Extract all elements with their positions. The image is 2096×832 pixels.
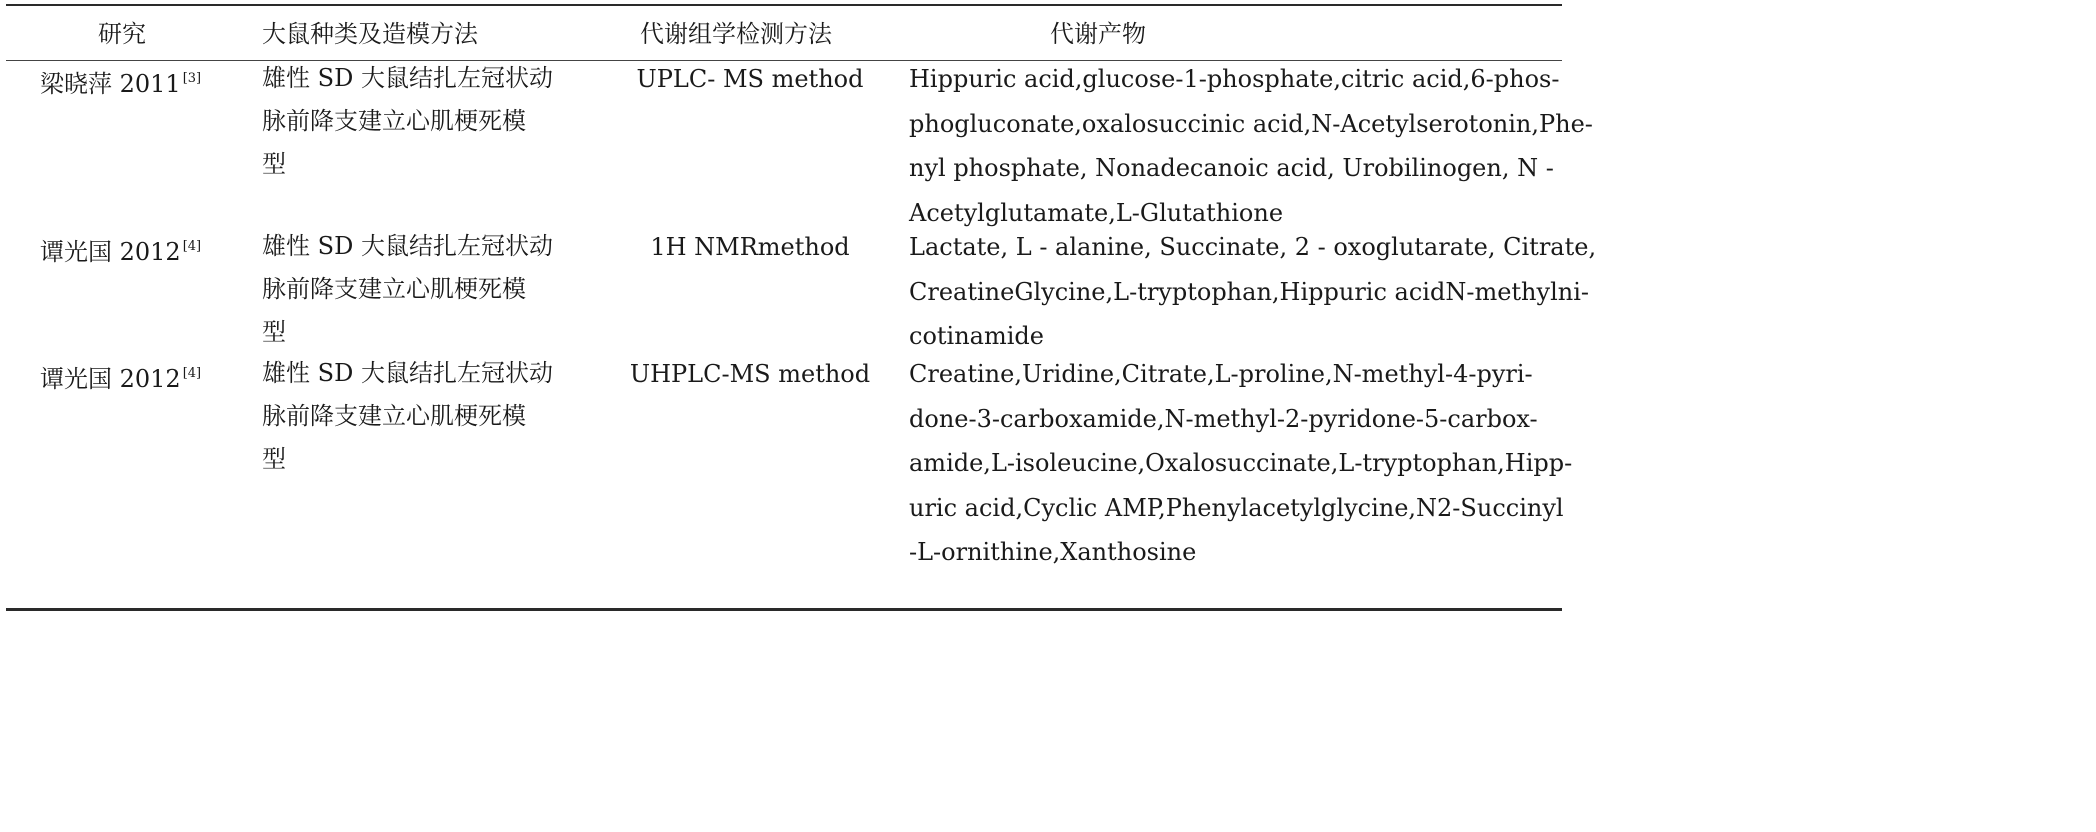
rat-model-cell (262, 352, 602, 481)
metabolite-line: Lactate, L - alanine, Succinate, 2 - oxoglutarate, Citrate, (909, 233, 1597, 261)
table-top-rule (6, 4, 1562, 6)
rat-model-line: 雄性 SD 大鼠结扎左冠状动 (262, 64, 553, 92)
study-cell (40, 64, 201, 99)
rat-model-line: 雄性 SD 大鼠结扎左冠状动 (262, 232, 553, 260)
study-cell (40, 232, 201, 267)
reference-marker: [4] (182, 366, 202, 381)
rat-model-line: 脉前降支建立心肌梗死模 (262, 402, 526, 430)
metabolite-line: Hippuric acid,glucose-1-phosphate,citric acid,6-phos- (909, 65, 1560, 93)
metabolites-cell (909, 57, 1593, 235)
detection-method-cell: 1H NMRmethod (650, 233, 850, 261)
reference-marker: [3] (182, 71, 202, 86)
metabolite-line: Creatine,Uridine,Citrate,L-proline,N-methyl-4-pyri- (909, 360, 1533, 388)
rat-model-cell (262, 225, 602, 354)
metabolite-line: CreatineGlycine,L-tryptophan,Hippuric acidN-methylni- (909, 277, 1589, 306)
header-detection-method: 代谢组学检测方法 (640, 20, 832, 48)
header-metabolites: 代谢产物 (1050, 20, 1146, 48)
study-cell (40, 359, 201, 394)
rat-model-line: 脉前降支建立心肌梗死模 (262, 107, 526, 135)
detection-method-cell: UPLC- MS method (636, 65, 864, 93)
metabolite-line: done-3-carboxamide,N-methyl-2-pyridone-5-carbox- (909, 404, 1538, 433)
detection-method-cell: UHPLC-MS method (629, 360, 871, 388)
metabolite-line: cotinamide (909, 322, 1044, 350)
rat-model-line: 型 (262, 318, 286, 346)
metabolite-line: uric acid,Cyclic AMP,Phenylacetylglycine,N2-Succinyl (909, 493, 1564, 522)
header-study: 研究 (98, 20, 146, 48)
rat-model-cell (262, 57, 602, 186)
rat-model-line: 雄性 SD 大鼠结扎左冠状动 (262, 359, 553, 387)
rat-model-line: 脉前降支建立心肌梗死模 (262, 275, 526, 303)
rat-model-line: 型 (262, 445, 286, 473)
header-rat-model: 大鼠种类及造模方法 (262, 20, 478, 48)
metabolite-line: nyl phosphate, Nonadecanoic acid, Urobilinogen, N - (909, 154, 1554, 182)
metabolite-line: amide,L-isoleucine,Oxalosuccinate,L-tryptophan,Hipp- (909, 449, 1573, 477)
study-author-year: 谭光国 2012 (40, 365, 181, 393)
study-author-year: 梁晓萍 2011 (40, 70, 181, 98)
reference-marker: [4] (182, 239, 202, 254)
metabolites-cell (909, 225, 1597, 359)
metabolite-line: phogluconate,oxalosuccinic acid,N-Acetylserotonin,Phe- (909, 109, 1593, 138)
metabolite-line: Acetylglutamate,L-Glutathione (909, 198, 1284, 227)
table-bottom-rule (6, 608, 1562, 611)
metabolite-line: -L-ornithine,Xanthosine (909, 538, 1197, 566)
rat-model-line: 型 (262, 150, 286, 178)
study-author-year: 谭光国 2012 (40, 238, 181, 266)
metabolites-cell (909, 352, 1573, 575)
